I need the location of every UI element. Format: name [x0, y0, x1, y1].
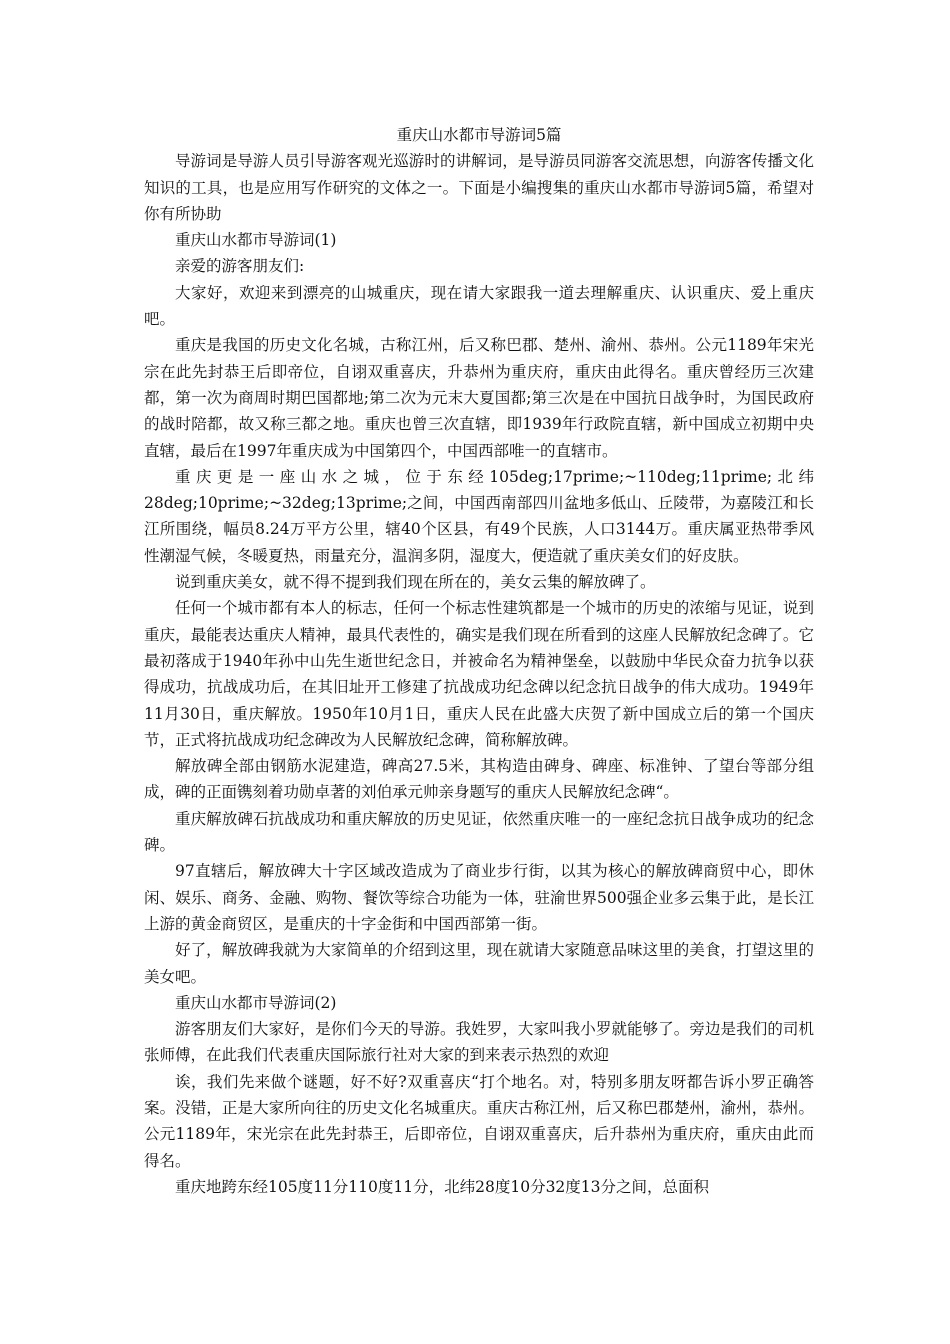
section-1-paragraph: 说到重庆美女，就不得不提到我们现在所在的，美女云集的解放碑了。	[175, 573, 656, 592]
section-1-paragraph: 重庆是我国的历史文化名城，古称江州，后又称巴郡、楚州、渝州、恭州。公元1189年宋光宗在此先封恭王后即帝位，自诩双重喜庆，升恭州为重庆府，重庆由此得名。重庆曾经历三次建都，第一次为商周时期巴国都地;第二次为元末大夏国都;第三次是在中国抗日战争时，为国民政府的战时陪都，故又称三都之地。重庆也曾三次直辖，即1939年行政院直辖，新中国成立初期中央直辖，最后在1997年重庆成为中国第四个，中国西部唯一的直辖市。	[144, 336, 814, 460]
document-title: 重庆山水都市导游词5篇	[396, 126, 562, 144]
section-1-paragraph: 重庆解放碑石抗战成功和重庆解放的历史见证，依然重庆唯一的一座纪念抗日战争成功的纪念碑。	[144, 809, 814, 855]
intro-paragraph: 导游词是导游人员引导游客观光巡游时的讲解词，是导游员同游客交流思想，向游客传播文化知识的工具，也是应用写作研究的文体之一。下面是小编搜集的重庆山水都市导游词5篇，希望对你有所协助	[144, 152, 814, 223]
section-2-heading: 重庆山水都市导游词(2)	[175, 993, 337, 1012]
section-1-paragraph: 亲爱的游客朋友们:	[175, 257, 305, 276]
section-2-paragraph: 游客朋友们大家好，是你们今天的导游。我姓罗，大家叫我小罗就能够了。旁边是我们的司机张师傅，在此我们代表重庆国际旅行社对大家的到来表示热烈的欢迎	[144, 1020, 814, 1065]
section-1-paragraph: 97直辖后，解放碑大十字区域改造成为了商业步行街，以其为核心的解放碑商贸中心，即休闲、娱乐、商务、金融、购物、餐饮等综合功能为一体，驻渝世界500强企业多云集于此，是长江上游的黄金商贸区，是重庆的十字金街和中国西部第一街。	[144, 862, 814, 933]
document-page	[144, 122, 814, 1200]
section-2-paragraph: 诶，我们先来做个谜题，好不好?双重喜庆“打个地名。对，特别多朋友呀都告诉小罗正确答案。没错，正是大家所向往的历史文化名城重庆。重庆古称江州，后又称巴郡楚州，渝州，恭州。公元1189年，宋光宗在此先封恭王，后即帝位，自诩双重喜庆，后升恭州为重庆府，重庆由此而得名。	[144, 1072, 814, 1170]
section-1-paragraph: 任何一个城市都有本人的标志，任何一个标志性建筑都是一个城市的历史的浓缩与见证，说到重庆，最能表达重庆人精神，最具代表性的，确实是我们现在所看到的这座人民解放纪念碑了。它最初落成于1940年孙中山先生逝世纪念日，并被命名为精神堡垒，以鼓励中华民众奋力抗争以获得成功，抗战成功后，在其旧址开工修建了抗战成功纪念碑以纪念抗日战争的伟大成功。1949年11月30日，重庆解放。1950年10月1日，重庆人民在此盛大庆贺了新中国成立后的第一个国庆节，正式将抗战成功纪念碑改为人民解放纪念碑，简称解放碑。	[144, 599, 814, 749]
section-2-paragraph: 重庆地跨东经105度11分110度11分，北纬28度10分32度13分之间，总面积	[175, 1177, 710, 1196]
section-1-paragraph: 解放碑全部由钢筋水泥建造，碑高27.5米，其构造由碑身、碑座、标准钟、了望台等部分组成，碑的正面镌刻着功勋卓著的刘伯承元帅亲身题写的重庆人民解放纪念碑“。	[144, 757, 814, 802]
section-1-paragraph: 大家好，欢迎来到漂亮的山城重庆，现在请大家跟我一道去理解重庆、认识重庆、爱上重庆吧。	[144, 283, 814, 329]
section-1-heading: 重庆山水都市导游词(1)	[175, 231, 337, 250]
section-1-paragraph: 好了，解放碑我就为大家简单的介绍到这里，现在就请大家随意品味这里的美食，打望这里的美女吧。	[144, 941, 814, 986]
section-1-paragraph: 重庆更是一座山水之城，位于东经105deg;17prime;~110deg;11prime;北纬28deg;10prime;~32deg;13prime;之间，中国西南部四川盆地多低山、丘陵带，为嘉陵江和长江所围绕，幅员8.24万平方公里，辖40个区县，有49个民族，人口3144万。重庆属亚热带季风性潮湿气候，冬暖夏热，雨量充分，温润多阴，湿度大，便造就了重庆美女们的好皮肤。	[144, 467, 814, 565]
